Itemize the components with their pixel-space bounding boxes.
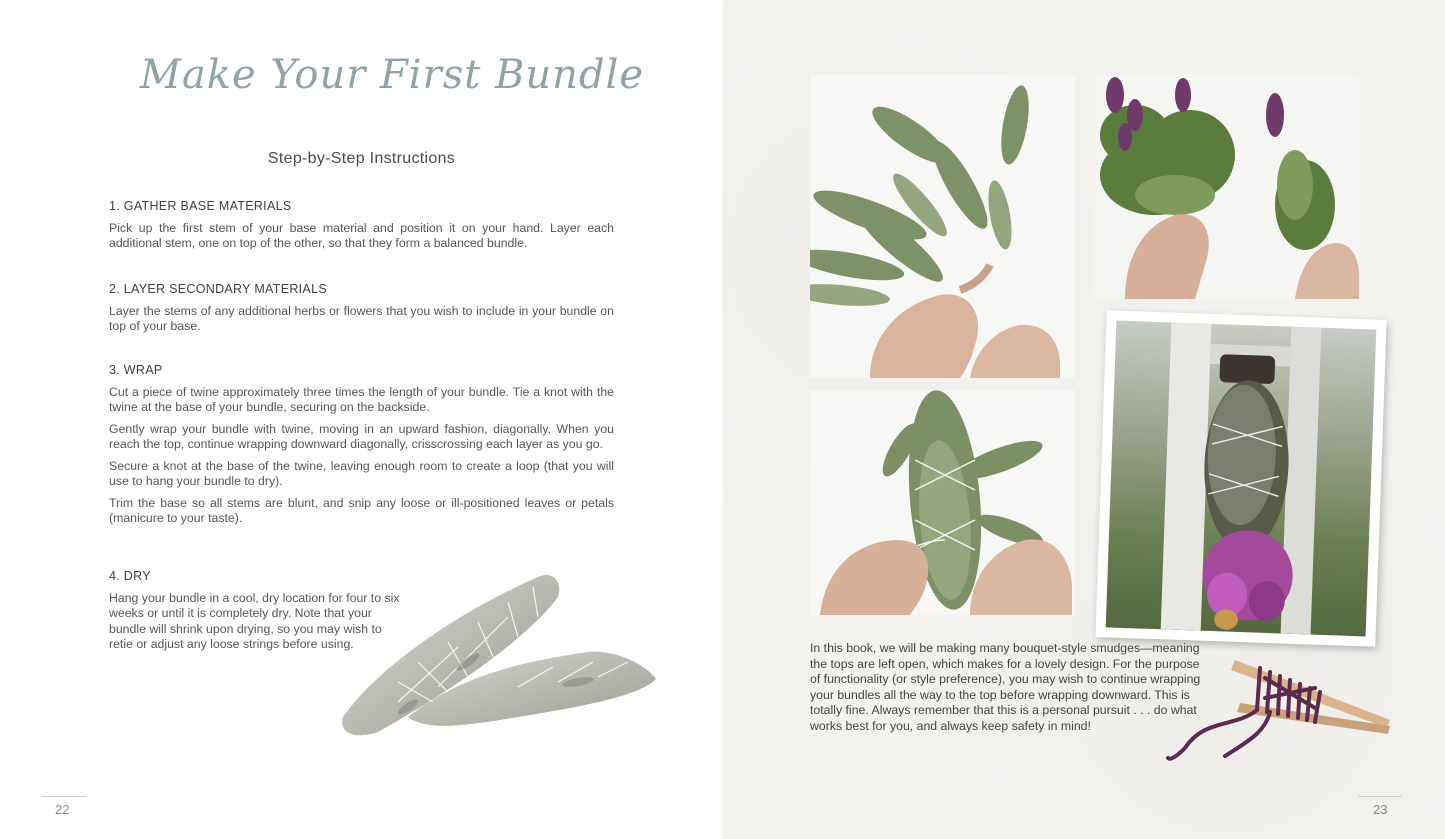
lavender-bundle-photo (1095, 75, 1359, 299)
step-paragraph: Cut a piece of twine approximately three times the length of your bundle. Tie a knot with the twine at the base of your bundle, securing on the backside. (109, 384, 614, 414)
page-number-right: 23 (1373, 802, 1388, 817)
page-number-rule (42, 796, 86, 797)
step-paragraph: Gently wrap your bundle with twine, moving in an upward fashion, diagonally. When you reach the top, continue wrapping downward diagonally, crisscrossing each layer as you go. (109, 421, 614, 451)
wrapping-bundle-photo (810, 390, 1075, 615)
step-wrap (109, 363, 614, 533)
sage-bundle-photo (338, 567, 660, 742)
sage-stems-photo (810, 75, 1075, 378)
page-number-rule (1358, 796, 1402, 797)
step-paragraph: Layer the stems of any additional herbs or flowers that you wish to include in your bundle on top of your base. (109, 303, 614, 333)
step-paragraph: Trim the base so all stems are blunt, and snip any loose or ill-positioned leaves or petals (manicure to your taste). (109, 495, 614, 525)
step-layer (109, 282, 614, 341)
step-heading: 4. DRY (109, 569, 151, 583)
page-title: Make Your First Bundle (140, 52, 645, 98)
step-heading: 1. GATHER BASE MATERIALS (109, 199, 292, 213)
step-gather (109, 199, 614, 258)
section-subtitle: Step-by-Step Instructions (267, 150, 456, 167)
step-paragraph: Secure a knot at the base of the twine, leaving enough room to create a loop (that you will use to hang your bundle to dry). (109, 458, 614, 488)
page-number-left: 22 (55, 802, 70, 817)
step-heading: 3. WRAP (109, 363, 163, 377)
bouquet-style-caption: In this book, we will be making many bouquet-style smudges—meaning the tops are left open, which makes for a lovely design. For the purpose of functionality (or style preference), you may wish to continue wrapping your bundles all the way to the top before wrapping downward. This is totally fine. Always remember that this is a personal pursuit . . . do what works best for you, and always keep safety in mind! (810, 641, 1201, 733)
step-paragraph: Hang your bundle in a cool, dry location for four to six weeks or until it is completely dry. Note that your bundle will shrink upon drying, so you may wish to retie or adjust any loose strings before using. (109, 590, 400, 651)
twine-spool-photo (1165, 648, 1395, 763)
step-paragraph: Pick up the first stem of your base material and position it on your hand. Layer each additional stem, one on top of the other, so that they form a balanced bundle. (109, 220, 614, 250)
hanging-bundle-image (1106, 321, 1377, 637)
step-heading: 2. LAYER SECONDARY MATERIALS (109, 282, 327, 296)
hanging-bundle-photo (1095, 310, 1386, 647)
